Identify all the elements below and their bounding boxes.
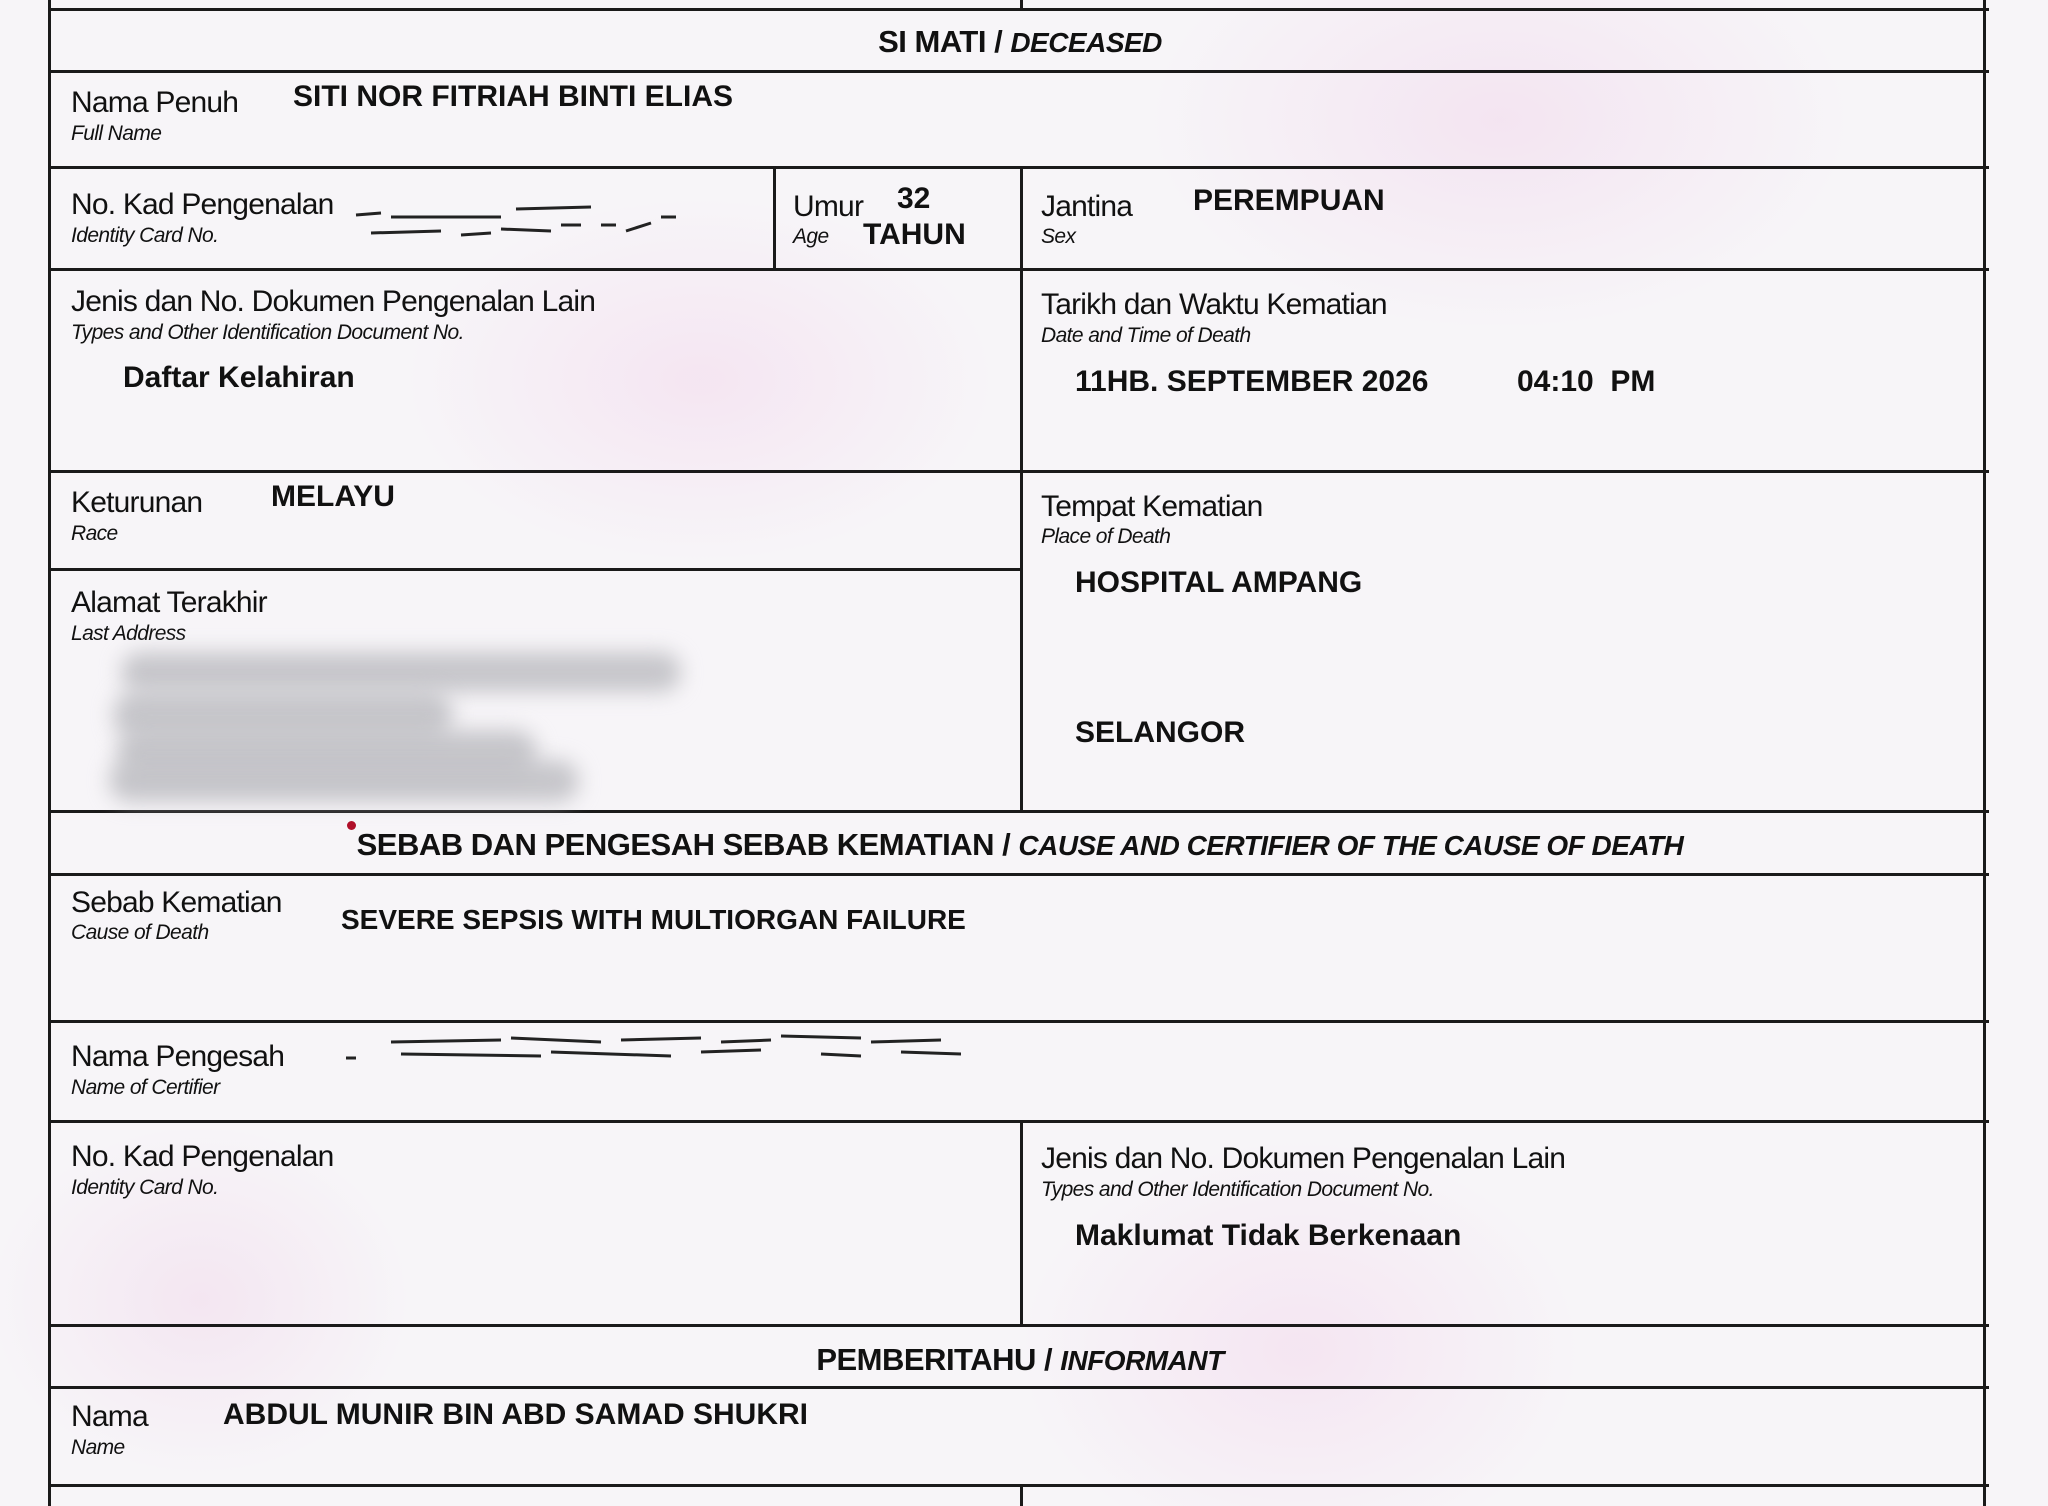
full-name-sublabel: Full Name — [71, 122, 162, 145]
full-name-label: Nama Penuh — [71, 86, 239, 119]
section-informant-heading — [51, 1342, 1989, 1378]
death-time-value: 04:10 PM — [1517, 365, 1656, 398]
sex-label: Jantina — [1041, 190, 1133, 223]
certifier-ic-label: No. Kad Pengenalan — [71, 1140, 334, 1173]
section-cause-heading — [51, 827, 1989, 863]
certifier-ic-sublabel: Identity Card No. — [71, 1176, 219, 1199]
section-title: PEMBERITAHU / — [816, 1342, 1053, 1377]
place-of-death-value: HOSPITAL AMPANG — [1075, 566, 1363, 599]
address-sublabel: Last Address — [71, 622, 186, 645]
address-redaction — [109, 760, 579, 802]
rule — [1020, 0, 1023, 8]
certifier-name-sublabel: Name of Certifier — [71, 1076, 220, 1099]
section-title: SI MATI / — [878, 24, 1003, 59]
ic-sublabel: Identity Card No. — [71, 224, 219, 247]
race-label: Keturunan — [71, 486, 203, 519]
section-title-en: CAUSE AND CERTIFIER OF THE CAUSE OF DEATH — [1018, 830, 1684, 861]
rule — [773, 166, 776, 268]
death-datetime-sublabel: Date and Time of Death — [1041, 324, 1251, 347]
death-date-value: 11HB. SEPTEMBER 2026 — [1075, 365, 1429, 398]
age-value: 32 — [897, 182, 931, 215]
place-of-death-state: SELANGOR — [1075, 716, 1246, 749]
race-sublabel: Race — [71, 522, 118, 545]
death-datetime-label: Tarikh dan Waktu Kematian — [1041, 288, 1387, 321]
certifier-other-doc-label: Jenis dan No. Dokumen Pengenalan Lain — [1041, 1142, 1566, 1175]
informant-name-value: ABDUL MUNIR BIN ABD SAMAD SHUKRI — [223, 1398, 808, 1431]
ic-label: No. Kad Pengenalan — [71, 188, 334, 221]
sex-sublabel: Sex — [1041, 225, 1076, 248]
certifier-other-doc-value: Maklumat Tidak Berkenaan — [1075, 1219, 1462, 1252]
rule — [1020, 1120, 1023, 1324]
age-label: Umur — [793, 190, 864, 223]
ic-redaction-scribble — [351, 195, 681, 245]
rule — [51, 1020, 1989, 1023]
age-unit: TAHUN — [863, 218, 966, 251]
rule — [51, 1324, 1989, 1327]
race-value: MELAYU — [271, 480, 395, 513]
address-redaction — [121, 652, 681, 692]
rule — [51, 8, 1989, 11]
sex-value: PEREMPUAN — [1193, 184, 1385, 217]
section-deceased-heading — [51, 24, 1989, 60]
address-label: Alamat Terakhir — [71, 586, 267, 619]
other-doc-value: Daftar Kelahiran — [123, 361, 355, 394]
section-title-en: INFORMANT — [1060, 1345, 1224, 1376]
rule — [51, 568, 1023, 571]
informant-name-label: Nama — [71, 1400, 148, 1433]
certifier-name-label: Nama Pengesah — [71, 1040, 285, 1073]
death-certificate-form — [48, 0, 1986, 1506]
rule — [1020, 1484, 1023, 1506]
rule — [51, 1386, 1989, 1389]
cause-of-death-label: Sebab Kematian — [71, 886, 282, 919]
informant-name-sublabel: Name — [71, 1436, 125, 1459]
certifier-redaction-scribble — [341, 1028, 961, 1068]
rule — [51, 873, 1989, 876]
section-title-en: DECEASED — [1010, 27, 1162, 58]
place-of-death-label: Tempat Kematian — [1041, 490, 1263, 523]
rule — [1020, 166, 1023, 810]
other-doc-sublabel: Types and Other Identification Document No. — [71, 321, 464, 344]
section-title: SEBAB DAN PENGESAH SEBAB KEMATIAN / — [356, 827, 1011, 862]
certifier-other-doc-sublabel: Types and Other Identification Document No. — [1041, 1178, 1434, 1201]
cause-of-death-sublabel: Cause of Death — [71, 921, 209, 944]
rule — [51, 810, 1989, 813]
age-sublabel: Age — [793, 225, 829, 248]
cause-of-death-value: SEVERE SEPSIS WITH MULTIORGAN FAILURE — [341, 904, 966, 935]
other-doc-label: Jenis dan No. Dokumen Pengenalan Lain — [71, 285, 596, 318]
full-name-value: SITI NOR FITRIAH BINTI ELIAS — [293, 80, 733, 113]
rule — [51, 70, 1989, 73]
place-of-death-sublabel: Place of Death — [1041, 525, 1171, 548]
